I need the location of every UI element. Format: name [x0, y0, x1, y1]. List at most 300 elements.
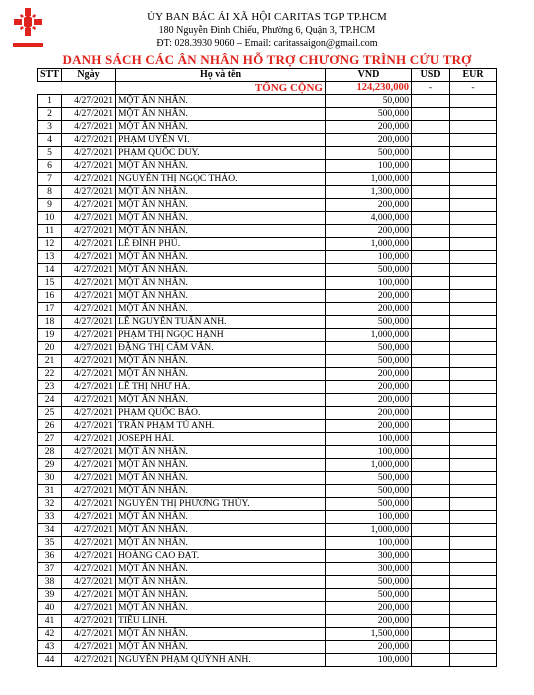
- table-row: [38, 225, 497, 238]
- table-row: [38, 485, 497, 498]
- row-eur: [450, 238, 497, 251]
- row-stt: 23: [38, 381, 62, 394]
- row-eur: [450, 381, 497, 394]
- table-row: [38, 147, 497, 160]
- row-name: MỘT ÂN NHÂN.: [116, 95, 326, 108]
- row-name: MỘT ÂN NHÂN.: [116, 225, 326, 238]
- row-usd: [412, 290, 450, 303]
- row-eur: [450, 407, 497, 420]
- row-eur: [450, 589, 497, 602]
- table-row: [38, 199, 497, 212]
- row-date: 4/27/2021: [62, 342, 116, 355]
- row-name: MỘT ÂN NHÂN.: [116, 290, 326, 303]
- row-eur: [450, 277, 497, 290]
- row-name: MỘT ÂN NHÂN.: [116, 537, 326, 550]
- row-stt: 7: [38, 173, 62, 186]
- row-name: MỘT ÂN NHÂN.: [116, 459, 326, 472]
- row-stt: 37: [38, 563, 62, 576]
- row-vnd: 100,000: [326, 537, 412, 550]
- row-vnd: 100,000: [326, 277, 412, 290]
- row-stt: 32: [38, 498, 62, 511]
- total-blank: [62, 82, 116, 95]
- table-row: [38, 472, 497, 485]
- row-vnd: 50,000: [326, 95, 412, 108]
- row-usd: [412, 537, 450, 550]
- row-date: 4/27/2021: [62, 602, 116, 615]
- row-eur: [450, 108, 497, 121]
- table-row: [38, 329, 497, 342]
- row-date: 4/27/2021: [62, 368, 116, 381]
- table-row: [38, 641, 497, 654]
- row-vnd: 100,000: [326, 160, 412, 173]
- row-name: MỘT ÂN NHÂN.: [116, 160, 326, 173]
- row-stt: 3: [38, 121, 62, 134]
- row-date: 4/27/2021: [62, 537, 116, 550]
- row-name: LÊ NGUYỄN TUẤN ANH.: [116, 316, 326, 329]
- table-row: [38, 355, 497, 368]
- table-row: [38, 576, 497, 589]
- row-eur: [450, 524, 497, 537]
- row-vnd: 100,000: [326, 446, 412, 459]
- row-name: HOÀNG CAO ĐẠT.: [116, 550, 326, 563]
- row-usd: [412, 511, 450, 524]
- row-eur: [450, 563, 497, 576]
- table-row: [38, 537, 497, 550]
- row-stt: 9: [38, 199, 62, 212]
- row-eur: [450, 290, 497, 303]
- row-name: MỘT ÂN NHÂN.: [116, 472, 326, 485]
- row-vnd: 4,000,000: [326, 212, 412, 225]
- row-eur: [450, 472, 497, 485]
- row-date: 4/27/2021: [62, 160, 116, 173]
- row-usd: [412, 108, 450, 121]
- row-vnd: 200,000: [326, 303, 412, 316]
- row-usd: [412, 355, 450, 368]
- row-date: 4/27/2021: [62, 316, 116, 329]
- row-usd: [412, 121, 450, 134]
- total-eur: -: [450, 82, 497, 95]
- row-vnd: 300,000: [326, 550, 412, 563]
- row-usd: [412, 498, 450, 511]
- table-row: [38, 459, 497, 472]
- row-stt: 39: [38, 589, 62, 602]
- row-eur: [450, 225, 497, 238]
- column-header-eur: EUR: [450, 69, 497, 82]
- row-stt: 28: [38, 446, 62, 459]
- total-vnd: 124,230,000: [326, 82, 412, 95]
- row-date: 4/27/2021: [62, 576, 116, 589]
- row-usd: [412, 459, 450, 472]
- table-row: [38, 160, 497, 173]
- row-vnd: 200,000: [326, 420, 412, 433]
- row-stt: 35: [38, 537, 62, 550]
- row-name: MỘT ÂN NHÂN.: [116, 628, 326, 641]
- row-name: MỘT ÂN NHÂN.: [116, 485, 326, 498]
- row-vnd: 1,000,000: [326, 459, 412, 472]
- row-name: MỘT ÂN NHÂN.: [116, 251, 326, 264]
- row-vnd: 500,000: [326, 355, 412, 368]
- row-name: MỘT ÂN NHÂN.: [116, 524, 326, 537]
- row-name: MỘT ÂN NHÂN.: [116, 277, 326, 290]
- row-date: 4/27/2021: [62, 550, 116, 563]
- row-vnd: 100,000: [326, 251, 412, 264]
- total-row: [38, 82, 497, 95]
- row-vnd: 200,000: [326, 290, 412, 303]
- row-eur: [450, 615, 497, 628]
- row-vnd: 1,000,000: [326, 524, 412, 537]
- row-usd: [412, 563, 450, 576]
- row-date: 4/27/2021: [62, 381, 116, 394]
- row-usd: [412, 134, 450, 147]
- row-name: MỘT ÂN NHÂN.: [116, 355, 326, 368]
- table-row: [38, 615, 497, 628]
- row-usd: [412, 342, 450, 355]
- row-stt: 20: [38, 342, 62, 355]
- table-row: [38, 251, 497, 264]
- row-usd: [412, 589, 450, 602]
- row-stt: 4: [38, 134, 62, 147]
- row-usd: [412, 381, 450, 394]
- row-eur: [450, 394, 497, 407]
- row-stt: 30: [38, 472, 62, 485]
- row-usd: [412, 628, 450, 641]
- row-name: MỘT ÂN NHÂN.: [116, 641, 326, 654]
- row-stt: 29: [38, 459, 62, 472]
- row-stt: 42: [38, 628, 62, 641]
- row-date: 4/27/2021: [62, 459, 116, 472]
- row-vnd: 500,000: [326, 485, 412, 498]
- row-stt: 26: [38, 420, 62, 433]
- row-eur: [450, 485, 497, 498]
- row-stt: 8: [38, 186, 62, 199]
- row-eur: [450, 160, 497, 173]
- row-name: NGUYỄN THỊ NGỌC THẢO.: [116, 173, 326, 186]
- row-usd: [412, 277, 450, 290]
- row-date: 4/27/2021: [62, 394, 116, 407]
- row-name: ĐẶNG THỊ CẨM VÂN.: [116, 342, 326, 355]
- row-vnd: 1,000,000: [326, 329, 412, 342]
- row-vnd: 500,000: [326, 576, 412, 589]
- row-date: 4/27/2021: [62, 186, 116, 199]
- row-usd: [412, 95, 450, 108]
- row-vnd: 500,000: [326, 108, 412, 121]
- row-name: MỘT ÂN NHÂN.: [116, 511, 326, 524]
- row-vnd: 1,300,000: [326, 186, 412, 199]
- row-stt: 17: [38, 303, 62, 316]
- row-usd: [412, 329, 450, 342]
- row-stt: 15: [38, 277, 62, 290]
- row-eur: [450, 628, 497, 641]
- column-header-date: Ngày: [62, 69, 116, 82]
- row-name: PHẠM UYÊN VI.: [116, 134, 326, 147]
- row-eur: [450, 511, 497, 524]
- row-eur: [450, 95, 497, 108]
- row-stt: 1: [38, 95, 62, 108]
- table-row: [38, 342, 497, 355]
- row-vnd: 300,000: [326, 563, 412, 576]
- row-date: 4/27/2021: [62, 524, 116, 537]
- row-stt: 19: [38, 329, 62, 342]
- row-name: PHẠM THỊ NGỌC HẠNH: [116, 329, 326, 342]
- row-name: TRẦN PHẠM TÚ ANH.: [116, 420, 326, 433]
- row-date: 4/27/2021: [62, 329, 116, 342]
- row-stt: 27: [38, 433, 62, 446]
- row-vnd: 100,000: [326, 433, 412, 446]
- row-name: MỘT ÂN NHÂN.: [116, 576, 326, 589]
- row-name: MỘT ÂN NHÂN.: [116, 394, 326, 407]
- row-date: 4/27/2021: [62, 251, 116, 264]
- row-vnd: 200,000: [326, 225, 412, 238]
- row-usd: [412, 316, 450, 329]
- row-vnd: 100,000: [326, 511, 412, 524]
- row-date: 4/27/2021: [62, 238, 116, 251]
- row-eur: [450, 147, 497, 160]
- table-row: [38, 134, 497, 147]
- row-usd: [412, 420, 450, 433]
- table-row: [38, 121, 497, 134]
- row-date: 4/27/2021: [62, 199, 116, 212]
- row-stt: 34: [38, 524, 62, 537]
- row-usd: [412, 212, 450, 225]
- row-vnd: 200,000: [326, 615, 412, 628]
- row-usd: [412, 485, 450, 498]
- row-usd: [412, 303, 450, 316]
- row-name: MỘT ÂN NHÂN.: [116, 121, 326, 134]
- row-name: LÊ ĐÌNH PHÚ.: [116, 238, 326, 251]
- row-stt: 22: [38, 368, 62, 381]
- table-row: [38, 563, 497, 576]
- row-eur: [450, 368, 497, 381]
- row-eur: [450, 433, 497, 446]
- row-vnd: 200,000: [326, 641, 412, 654]
- row-usd: [412, 446, 450, 459]
- row-usd: [412, 602, 450, 615]
- row-date: 4/27/2021: [62, 277, 116, 290]
- row-name: MỘT ÂN NHÂN.: [116, 199, 326, 212]
- row-date: 4/27/2021: [62, 472, 116, 485]
- table-row: [38, 394, 497, 407]
- table-header-row: [38, 69, 497, 82]
- row-usd: [412, 251, 450, 264]
- row-eur: [450, 316, 497, 329]
- row-vnd: 200,000: [326, 381, 412, 394]
- row-date: 4/27/2021: [62, 147, 116, 160]
- table-row: [38, 303, 497, 316]
- row-name: NGUYỄN PHẠM QUỲNH ANH.: [116, 654, 326, 667]
- row-eur: [450, 498, 497, 511]
- row-date: 4/27/2021: [62, 433, 116, 446]
- row-eur: [450, 121, 497, 134]
- row-usd: [412, 615, 450, 628]
- row-vnd: 500,000: [326, 472, 412, 485]
- row-usd: [412, 147, 450, 160]
- row-vnd: 500,000: [326, 264, 412, 277]
- row-eur: [450, 420, 497, 433]
- row-eur: [450, 199, 497, 212]
- row-stt: 24: [38, 394, 62, 407]
- table-row: [38, 550, 497, 563]
- row-name: PHẠM QUỐC BẢO.: [116, 407, 326, 420]
- row-usd: [412, 186, 450, 199]
- column-header-usd: USD: [412, 69, 450, 82]
- row-usd: [412, 472, 450, 485]
- row-stt: 25: [38, 407, 62, 420]
- row-eur: [450, 576, 497, 589]
- row-usd: [412, 524, 450, 537]
- row-stt: 13: [38, 251, 62, 264]
- row-date: 4/27/2021: [62, 589, 116, 602]
- total-usd: -: [412, 82, 450, 95]
- row-name: MỘT ÂN NHÂN.: [116, 589, 326, 602]
- row-eur: [450, 173, 497, 186]
- column-header-vnd: VND: [326, 69, 412, 82]
- total-label: TỔNG CỘNG: [116, 82, 326, 95]
- row-name: PHẠM QUỐC DUY.: [116, 147, 326, 160]
- table-row: [38, 316, 497, 329]
- total-blank: [38, 82, 62, 95]
- row-vnd: 200,000: [326, 134, 412, 147]
- table-row: [38, 446, 497, 459]
- table-row: [38, 433, 497, 446]
- row-date: 4/27/2021: [62, 563, 116, 576]
- table-row: [38, 277, 497, 290]
- table-row: [38, 238, 497, 251]
- row-date: 4/27/2021: [62, 498, 116, 511]
- row-usd: [412, 225, 450, 238]
- row-eur: [450, 329, 497, 342]
- row-date: 4/27/2021: [62, 355, 116, 368]
- document-title: DANH SÁCH CÁC ÂN NHÂN HỖ TRỢ CHƯƠNG TRÌNH CỨU TRỢ: [62, 52, 472, 67]
- row-eur: [450, 459, 497, 472]
- row-date: 4/27/2021: [62, 615, 116, 628]
- row-stt: 14: [38, 264, 62, 277]
- row-name: MỘT ÂN NHÂN.: [116, 264, 326, 277]
- row-eur: [450, 355, 497, 368]
- table-row: [38, 368, 497, 381]
- row-date: 4/27/2021: [62, 628, 116, 641]
- row-date: 4/27/2021: [62, 225, 116, 238]
- row-name: MỘT ÂN NHÂN.: [116, 303, 326, 316]
- row-usd: [412, 641, 450, 654]
- row-vnd: 500,000: [326, 316, 412, 329]
- row-name: TIỂU LINH.: [116, 615, 326, 628]
- row-stt: 40: [38, 602, 62, 615]
- table-row: [38, 420, 497, 433]
- table-row: [38, 212, 497, 225]
- table-row: [38, 108, 497, 121]
- row-eur: [450, 537, 497, 550]
- row-date: 4/27/2021: [62, 264, 116, 277]
- table-row: [38, 95, 497, 108]
- row-vnd: 500,000: [326, 589, 412, 602]
- table-row: [38, 407, 497, 420]
- row-eur: [450, 641, 497, 654]
- row-usd: [412, 654, 450, 667]
- row-vnd: 200,000: [326, 368, 412, 381]
- row-usd: [412, 394, 450, 407]
- row-vnd: 500,000: [326, 498, 412, 511]
- row-usd: [412, 433, 450, 446]
- row-usd: [412, 199, 450, 212]
- row-name: MỘT ÂN NHÂN.: [116, 602, 326, 615]
- row-vnd: 1,000,000: [326, 173, 412, 186]
- row-name: MỘT ÂN NHÂN.: [116, 186, 326, 199]
- table-row: [38, 654, 497, 667]
- row-date: 4/27/2021: [62, 407, 116, 420]
- table-row: [38, 524, 497, 537]
- row-vnd: 500,000: [326, 342, 412, 355]
- row-eur: [450, 251, 497, 264]
- organization-address: 180 Nguyễn Đình Chiểu, Phường 6, Quận 3, TP.HCM: [158, 25, 376, 36]
- row-name: MỘT ÂN NHÂN.: [116, 368, 326, 381]
- row-eur: [450, 303, 497, 316]
- table-row: [38, 628, 497, 641]
- row-usd: [412, 550, 450, 563]
- row-usd: [412, 576, 450, 589]
- row-vnd: 200,000: [326, 407, 412, 420]
- row-date: 4/27/2021: [62, 485, 116, 498]
- row-vnd: 500,000: [326, 147, 412, 160]
- row-eur: [450, 602, 497, 615]
- table-row: [38, 511, 497, 524]
- row-stt: 6: [38, 160, 62, 173]
- row-usd: [412, 160, 450, 173]
- row-stt: 12: [38, 238, 62, 251]
- row-vnd: 1,000,000: [326, 238, 412, 251]
- row-date: 4/27/2021: [62, 121, 116, 134]
- row-eur: [450, 550, 497, 563]
- table-row: [38, 498, 497, 511]
- row-name: MỘT ÂN NHÂN.: [116, 563, 326, 576]
- row-date: 4/27/2021: [62, 511, 116, 524]
- row-vnd: 200,000: [326, 394, 412, 407]
- row-date: 4/27/2021: [62, 303, 116, 316]
- row-usd: [412, 238, 450, 251]
- row-date: 4/27/2021: [62, 212, 116, 225]
- row-name: MỘT ÂN NHÂN.: [116, 212, 326, 225]
- row-date: 4/27/2021: [62, 420, 116, 433]
- row-date: 4/27/2021: [62, 446, 116, 459]
- row-vnd: 200,000: [326, 602, 412, 615]
- row-date: 4/27/2021: [62, 134, 116, 147]
- row-stt: 5: [38, 147, 62, 160]
- row-eur: [450, 264, 497, 277]
- row-name: MỘT ÂN NHÂN.: [116, 446, 326, 459]
- row-usd: [412, 173, 450, 186]
- table-row: [38, 290, 497, 303]
- row-stt: 44: [38, 654, 62, 667]
- row-stt: 2: [38, 108, 62, 121]
- row-name: JOSEPH HẢI.: [116, 433, 326, 446]
- table-row: [38, 589, 497, 602]
- row-eur: [450, 212, 497, 225]
- row-usd: [412, 407, 450, 420]
- donor-table: [37, 68, 497, 667]
- table-row: [38, 602, 497, 615]
- row-eur: [450, 654, 497, 667]
- table-row: [38, 264, 497, 277]
- organization-contact: ĐT: 028.3930 9060 – Email: caritassaigon@gmail.com: [156, 38, 378, 49]
- row-date: 4/27/2021: [62, 173, 116, 186]
- row-stt: 16: [38, 290, 62, 303]
- row-stt: 11: [38, 225, 62, 238]
- row-date: 4/27/2021: [62, 654, 116, 667]
- row-stt: 38: [38, 576, 62, 589]
- table-row: [38, 381, 497, 394]
- column-header-name: Họ và tên: [116, 69, 326, 82]
- organization-name: ỦY BAN BÁC ÁI XÃ HỘI CARITAS TGP TP.HCM: [147, 11, 387, 23]
- row-stt: 36: [38, 550, 62, 563]
